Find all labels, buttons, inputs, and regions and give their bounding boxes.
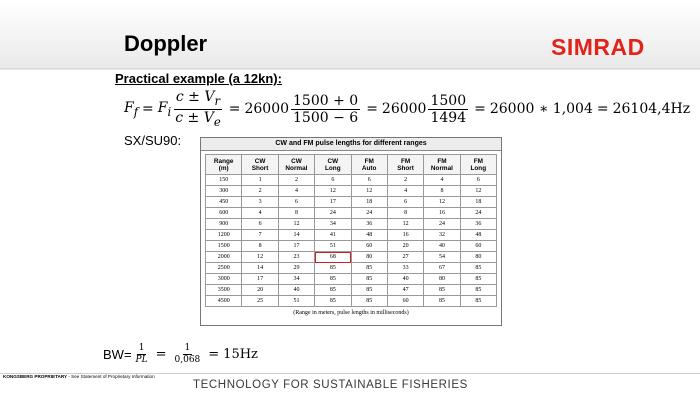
table-cell: 40 bbox=[278, 285, 314, 296]
formula-step-3: 26000 ∗ 1,004 bbox=[489, 101, 593, 117]
table-cell: 24 bbox=[315, 208, 351, 219]
table-cell: 300 bbox=[206, 186, 242, 197]
table-cell: 85 bbox=[351, 274, 387, 285]
table-cell: 85 bbox=[460, 285, 496, 296]
table-row bbox=[206, 296, 497, 307]
table-cell: 60 bbox=[387, 296, 423, 307]
table-cell: 18 bbox=[351, 197, 387, 208]
table-cell: 85 bbox=[351, 296, 387, 307]
table-cell: 67 bbox=[424, 263, 460, 274]
table-header-row bbox=[206, 155, 497, 175]
table-cell: 33 bbox=[387, 263, 423, 274]
table-cell: 6 bbox=[315, 175, 351, 186]
table-cell: 12 bbox=[315, 186, 351, 197]
table-cell: 24 bbox=[351, 208, 387, 219]
formula-base-2: 26000 bbox=[381, 101, 427, 117]
bw-label: BW= bbox=[103, 347, 132, 362]
table-cell: 3500 bbox=[206, 285, 242, 296]
table-cell: 47 bbox=[387, 285, 423, 296]
table-cell: 3000 bbox=[206, 274, 242, 285]
bw-fraction-1: $\frac{1}{PL}$ bbox=[135, 343, 148, 365]
table-row bbox=[206, 175, 497, 186]
table-cell: 1 bbox=[242, 175, 278, 186]
table-header-cell: CW Long bbox=[315, 155, 351, 175]
table-cell: 20 bbox=[387, 241, 423, 252]
table-cell: 3 bbox=[242, 197, 278, 208]
table-cell: 29 bbox=[278, 263, 314, 274]
table-cell: 48 bbox=[351, 230, 387, 241]
table-body bbox=[206, 175, 497, 307]
table-cell: 17 bbox=[278, 241, 314, 252]
table-cell: 14 bbox=[278, 230, 314, 241]
table-cell: 1200 bbox=[206, 230, 242, 241]
formula-lhs: $F_f$ bbox=[124, 99, 139, 119]
table-cell: 34 bbox=[315, 219, 351, 230]
formula-base-1: 26000 bbox=[244, 101, 290, 117]
table-cell: 54 bbox=[424, 252, 460, 263]
table-cell: 51 bbox=[278, 296, 314, 307]
table-cell: 34 bbox=[278, 274, 314, 285]
table-cell: 85 bbox=[460, 263, 496, 274]
table-cell: 80 bbox=[460, 252, 496, 263]
table-row bbox=[206, 219, 497, 230]
bw-result: 15Hz bbox=[223, 347, 258, 362]
table-cell: 48 bbox=[460, 230, 496, 241]
table-cell: 2000 bbox=[206, 252, 242, 263]
table-cell: 80 bbox=[424, 274, 460, 285]
table-header-cell: FM Short bbox=[387, 155, 423, 175]
table-cell: 85 bbox=[315, 263, 351, 274]
table-row bbox=[206, 252, 497, 263]
table-cell: 12 bbox=[460, 186, 496, 197]
table-cell: 17 bbox=[315, 197, 351, 208]
table-title: CW and FM pulse lengths for different ranges bbox=[201, 138, 501, 151]
formula-fraction-1: $\frac{c \pm V_r}{c \pm V_e}$ bbox=[175, 88, 221, 129]
table-cell: 36 bbox=[351, 219, 387, 230]
table-cell: 85 bbox=[351, 285, 387, 296]
footer-tagline: TECHNOLOGY FOR SUSTAINABLE FISHERIES bbox=[193, 379, 468, 391]
table-cell: 8 bbox=[387, 208, 423, 219]
simrad-logo: SIMRAD bbox=[551, 34, 645, 60]
table-cell: 8 bbox=[424, 186, 460, 197]
table-cell: 12 bbox=[278, 219, 314, 230]
table-row bbox=[206, 186, 497, 197]
table-row bbox=[206, 197, 497, 208]
table-cell: 40 bbox=[387, 274, 423, 285]
table-cell: 6 bbox=[242, 219, 278, 230]
table-cell: 12 bbox=[242, 252, 278, 263]
table-cell: 85 bbox=[315, 296, 351, 307]
table-cell: 85 bbox=[315, 285, 351, 296]
table-footnote: (Range in meters, pulse lengths in milliseconds) bbox=[293, 310, 409, 316]
table-cell: 80 bbox=[351, 252, 387, 263]
pulse-table-grid bbox=[205, 154, 497, 307]
bw-fraction-2: $\frac{1}{0,068}$ bbox=[174, 343, 201, 365]
table-cell: 85 bbox=[460, 274, 496, 285]
table-header-cell: CW Normal bbox=[278, 155, 314, 175]
table-cell: 51 bbox=[315, 241, 351, 252]
table-cell: 12 bbox=[387, 219, 423, 230]
table-cell: 60 bbox=[460, 241, 496, 252]
table-cell: 24 bbox=[424, 219, 460, 230]
sx-su90-label: SX/SU90: bbox=[124, 133, 182, 148]
table-cell: 600 bbox=[206, 208, 242, 219]
table-cell: 17 bbox=[242, 274, 278, 285]
formula-fi: $F_i$ bbox=[157, 99, 172, 119]
header-divider bbox=[0, 68, 700, 69]
table-row bbox=[206, 274, 497, 285]
table-cell: 6 bbox=[351, 175, 387, 186]
formula-fraction-2: $\frac{1500 + 0}{1500 - 6}$ bbox=[293, 92, 359, 126]
table-cell: 4 bbox=[424, 175, 460, 186]
table-header-cell: Range (m) bbox=[206, 155, 242, 175]
table-cell: 8 bbox=[278, 208, 314, 219]
table-cell: 36 bbox=[460, 219, 496, 230]
table-cell: 16 bbox=[424, 208, 460, 219]
table-cell: 40 bbox=[424, 241, 460, 252]
table-cell: 4 bbox=[387, 186, 423, 197]
table-cell: 2 bbox=[387, 175, 423, 186]
table-cell: 150 bbox=[206, 175, 242, 186]
proprietary-notice: KONGSBERG PROPRIETARY - See Statement of Proprietary Information bbox=[3, 374, 155, 379]
table-cell: 2 bbox=[278, 175, 314, 186]
table-cell: 12 bbox=[351, 186, 387, 197]
table-cell: 2500 bbox=[206, 263, 242, 274]
highlighted-cell: 68 bbox=[315, 252, 351, 263]
table-header-cell: FM Long bbox=[460, 155, 496, 175]
table-row bbox=[206, 208, 497, 219]
table-cell: 27 bbox=[387, 252, 423, 263]
table-cell: 7 bbox=[242, 230, 278, 241]
table-cell: 14 bbox=[242, 263, 278, 274]
table-header-cell: FM Auto bbox=[351, 155, 387, 175]
table-cell: 85 bbox=[424, 285, 460, 296]
formula-fraction-3: $\frac{1500}{1494}$ bbox=[430, 92, 467, 126]
table-cell: 6 bbox=[278, 197, 314, 208]
table-cell: 24 bbox=[460, 208, 496, 219]
slide-title: Doppler bbox=[124, 31, 208, 56]
table-cell: 1500 bbox=[206, 241, 242, 252]
formula-result: 26104,4Hz bbox=[612, 101, 691, 117]
table-cell: 4500 bbox=[206, 296, 242, 307]
table-cell: 4 bbox=[242, 208, 278, 219]
table-cell: 6 bbox=[387, 197, 423, 208]
table-cell: 41 bbox=[315, 230, 351, 241]
table-cell: 85 bbox=[424, 296, 460, 307]
subtitle: Practical example (a 12kn): bbox=[115, 71, 282, 86]
table-cell: 450 bbox=[206, 197, 242, 208]
formula-eq: = bbox=[142, 101, 154, 117]
table-cell: 12 bbox=[424, 197, 460, 208]
table-cell: 85 bbox=[315, 274, 351, 285]
bandwidth-formula: BW= $\frac{1}{PL}$ = $\frac{1}{0,068}$ = 15Hz bbox=[103, 343, 258, 365]
table-cell: 85 bbox=[460, 296, 496, 307]
doppler-formula: $F_f$ = $F_i$ $\frac{c \pm V_r}{c \pm V_e}$ = 26000 $\frac{1500 + 0}{1500 - 6}$ = 26000 $\frac{1500}{1494}$ = 26000 ∗ 1,004 = 26104,4Hz bbox=[124, 88, 691, 129]
table-row bbox=[206, 241, 497, 252]
table-cell: 6 bbox=[460, 175, 496, 186]
table-cell: 20 bbox=[242, 285, 278, 296]
table-cell: 18 bbox=[460, 197, 496, 208]
table-cell: 16 bbox=[387, 230, 423, 241]
table-cell: 8 bbox=[242, 241, 278, 252]
table-header-cell: CW Short bbox=[242, 155, 278, 175]
table-row bbox=[206, 285, 497, 296]
table-cell: 85 bbox=[351, 263, 387, 274]
table-cell: 32 bbox=[424, 230, 460, 241]
table-cell: 2 bbox=[242, 186, 278, 197]
table-cell: 23 bbox=[278, 252, 314, 263]
table-row bbox=[206, 230, 497, 241]
table-cell: 4 bbox=[278, 186, 314, 197]
table-row bbox=[206, 263, 497, 274]
table-cell: 60 bbox=[351, 241, 387, 252]
table-cell: 900 bbox=[206, 219, 242, 230]
table-cell: 25 bbox=[242, 296, 278, 307]
pulse-length-table bbox=[200, 137, 502, 326]
table-header-cell: FM Normal bbox=[424, 155, 460, 175]
